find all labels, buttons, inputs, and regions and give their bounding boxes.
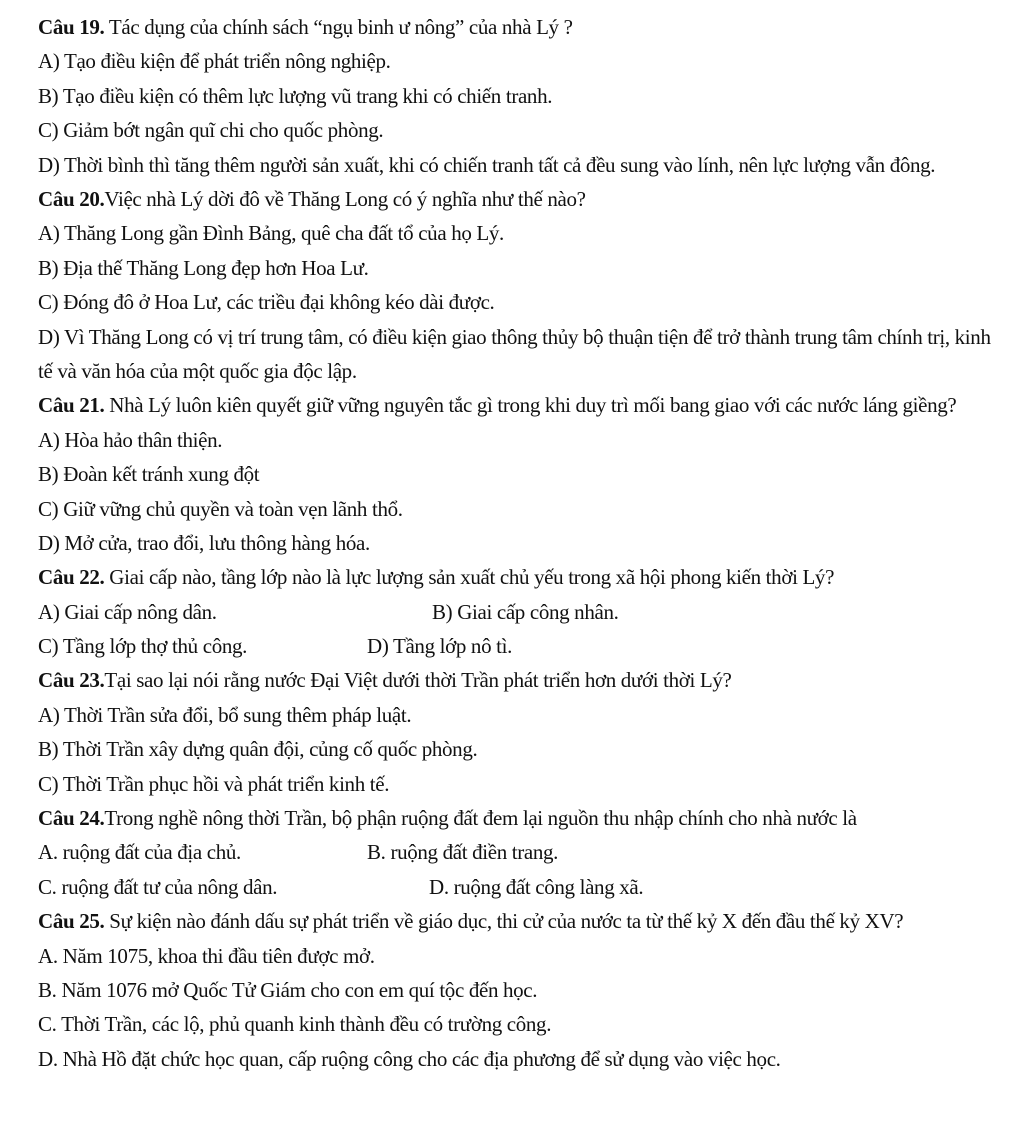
question-stem bbox=[38, 663, 1004, 697]
answer-option: A. Năm 1075, khoa thi đầu tiên được mở. bbox=[38, 943, 375, 968]
question-24 bbox=[38, 801, 1004, 904]
answer-row bbox=[38, 835, 1004, 869]
question-21 bbox=[38, 388, 1004, 560]
question-text: Giai cấp nào, tầng lớp nào là lực lượng sản xuất chủ yếu trong xã hội phong kiến thời Lý? bbox=[104, 565, 835, 590]
question-label: Câu 22. bbox=[38, 565, 105, 590]
question-text: Sự kiện nào đánh dấu sự phát triển về giáo dục, thi cử của nước ta từ thế kỷ X đến đầu thế kỷ XV? bbox=[104, 909, 904, 934]
answer-option: B) Tạo điều kiện có thêm lực lượng vũ trang khi có chiến tranh. bbox=[38, 83, 553, 108]
answer-row bbox=[38, 629, 1004, 663]
answer-option: C) Tầng lớp thợ thủ công. bbox=[38, 634, 248, 659]
question-stem bbox=[38, 388, 1004, 422]
question-20 bbox=[38, 182, 1004, 388]
question-stem bbox=[38, 801, 1004, 835]
answer-option: C) Thời Trần phục hồi và phát triển kinh tế. bbox=[38, 771, 390, 796]
question-text: Nhà Lý luôn kiên quyết giữ vững nguyên tắc gì trong khi duy trì mối bang giao với các nước láng giềng? bbox=[104, 393, 957, 418]
answer-option: B) Đoàn kết tránh xung đột bbox=[38, 462, 260, 487]
answer-option: A. ruộng đất của địa chủ. bbox=[38, 840, 241, 865]
question-text: Việc nhà Lý dời đô về Thăng Long có ý nghĩa như thế nào? bbox=[104, 186, 586, 211]
question-label: Câu 23. bbox=[38, 668, 105, 693]
question-22 bbox=[38, 560, 1004, 663]
answer-option: D) Thời bình thì tăng thêm người sản xuất, khi có chiến tranh tất cả đều sung vào lính, nên lực lượng vẫn đông. bbox=[38, 152, 936, 177]
answer-option: D. Nhà Hồ đặt chức học quan, cấp ruộng công cho các địa phương để sử dụng vào việc học. bbox=[38, 1046, 781, 1071]
answer-option: B. ruộng đất điền trang. bbox=[367, 840, 559, 865]
question-text: Tác dụng của chính sách “ngụ binh ư nông” của nhà Lý ? bbox=[104, 15, 573, 39]
question-stem bbox=[38, 10, 1004, 44]
answer-option: A) Thăng Long gần Đình Bảng, quê cha đất tổ của họ Lý. bbox=[38, 221, 504, 246]
answer-option: A) Giai cấp nông dân. bbox=[38, 599, 217, 624]
question-23 bbox=[38, 663, 1004, 801]
question-label: Câu 25. bbox=[38, 909, 105, 934]
answer-option: D) Tầng lớp nô tì. bbox=[367, 634, 512, 659]
answer-option: D. ruộng đất công làng xã. bbox=[429, 874, 644, 899]
answer-option: B. Năm 1076 mở Quốc Tử Giám cho con em quí tộc đến học. bbox=[38, 978, 538, 1002]
quiz-document bbox=[38, 10, 1004, 1076]
answer-option: D) Vì Thăng Long có vị trí trung tâm, có điều kiện giao thông thủy bộ thuận tiện để trở thành trung tâm chính trị, kinh tế và văn hóa của một quốc gia độc lập. bbox=[38, 324, 991, 383]
answer-option: A) Thời Trần sửa đổi, bổ sung thêm pháp luật. bbox=[38, 702, 412, 727]
answer-row bbox=[38, 870, 1004, 904]
question-stem bbox=[38, 182, 1004, 216]
question-19 bbox=[38, 10, 1004, 182]
question-stem bbox=[38, 904, 1004, 938]
question-label: Câu 19. bbox=[38, 15, 105, 39]
question-stem bbox=[38, 560, 1004, 594]
answer-option: C. Thời Trần, các lộ, phủ quanh kinh thành đều có trường công. bbox=[38, 1012, 552, 1037]
answer-option: C) Giảm bớt ngân quĩ chi cho quốc phòng. bbox=[38, 118, 384, 143]
answer-option: B) Địa thế Thăng Long đẹp hơn Hoa Lư. bbox=[38, 255, 369, 280]
question-label: Câu 24. bbox=[38, 806, 105, 831]
question-text: Tại sao lại nói rằng nước Đại Việt dưới thời Trần phát triển hơn dưới thời Lý? bbox=[104, 668, 732, 693]
answer-option: B) Thời Trần xây dựng quân đội, củng cố quốc phòng. bbox=[38, 737, 478, 762]
question-text: Trong nghề nông thời Trần, bộ phận ruộng đất đem lại nguồn thu nhập chính cho nhà nước là bbox=[104, 806, 857, 831]
answer-option: B) Giai cấp công nhân. bbox=[432, 599, 619, 624]
question-25 bbox=[38, 904, 1004, 1076]
answer-option: C) Giữ vững chủ quyền và toàn vẹn lãnh thổ. bbox=[38, 496, 403, 521]
answer-option: D) Mở cửa, trao đổi, lưu thông hàng hóa. bbox=[38, 530, 370, 555]
answer-row bbox=[38, 595, 1004, 629]
question-label: Câu 21. bbox=[38, 393, 105, 418]
question-label: Câu 20. bbox=[38, 186, 105, 211]
answer-option: A) Hòa hảo thân thiện. bbox=[38, 427, 223, 452]
answer-option: C. ruộng đất tư của nông dân. bbox=[38, 874, 278, 899]
answer-option: C) Đóng đô ở Hoa Lư, các triều đại không kéo dài được. bbox=[38, 290, 495, 315]
answer-option: A) Tạo điều kiện để phát triển nông nghiệp. bbox=[38, 49, 391, 74]
